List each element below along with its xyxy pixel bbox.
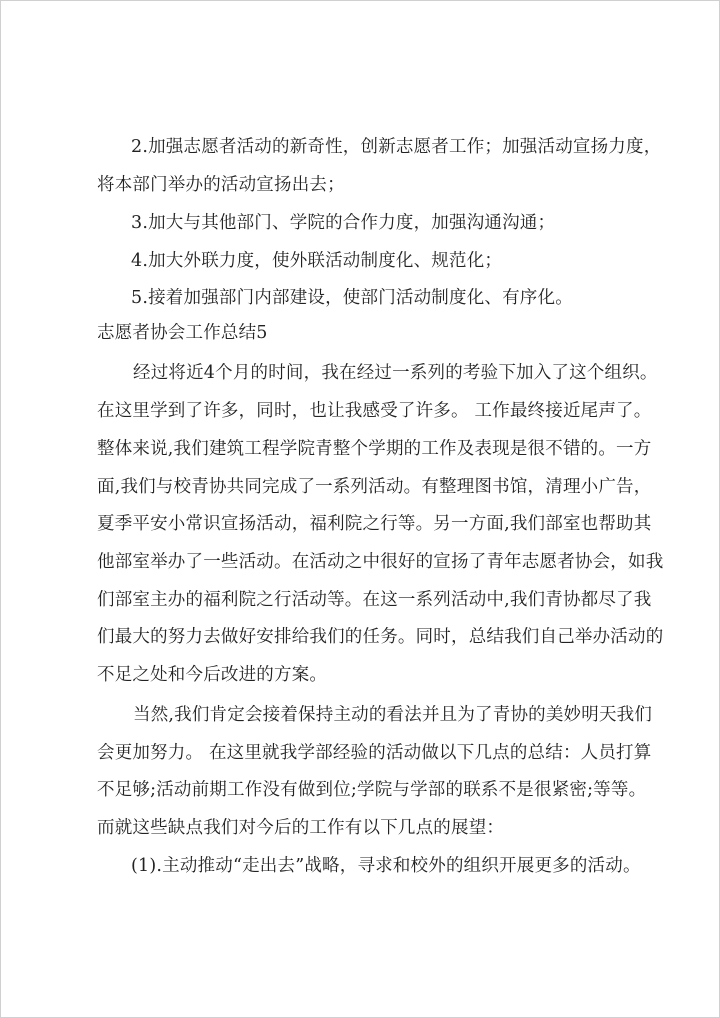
paragraph-1-line-8: 们最大的努力去做好安排给我们的任务。同时，总结我们自己举办活动的	[97, 627, 664, 647]
point-1: (1).主动推动“走出去”战略，寻求和校外的组织开展更多的活动。	[131, 856, 641, 876]
paragraph-1-line-9: 不足之处和今后改进的方案。	[97, 665, 328, 685]
list-item-2-line-2: 将本部门举办的活动宣扬出去；	[97, 175, 345, 195]
section-title: 志愿者协会工作总结5	[97, 323, 268, 343]
paragraph-1-line-1: 经过将近4个月的时间，我在经过一系列的考验下加入了这个组织。	[133, 363, 658, 383]
paragraph-2-line-4: 而就这些缺点我们对今后的工作有以下几点的展望：	[97, 818, 505, 838]
paragraph-2-line-1: 当然,我们肯定会接着保持主动的看法并且为了青协的美妙明天我们	[133, 705, 653, 725]
paragraph-1-line-7: 们部室主办的福利院之行活动等。在这一系列活动中,我们青协都尽了我	[97, 590, 652, 610]
paragraph-1-line-5: 夏季平安小常识宣扬活动，福利院之行等。另一方面,我们部室也帮助其	[97, 514, 652, 534]
paragraph-1-line-4: 面,我们与校青协共同完成了一系列活动。有整理图书馆，清理小广告，	[97, 477, 652, 497]
paragraph-1-line-2: 在这里学到了许多，同时，也让我感受了许多。 工作最终接近尾声了。	[97, 401, 652, 421]
paragraph-2-line-3: 不足够;活动前期工作没有做到位;学院与学部的联系不是很紧密;等等。	[97, 780, 647, 800]
paragraph-2-line-2: 会更加努力。 在这里就我学部经验的活动做以下几点的总结：人员打算	[97, 743, 652, 763]
paragraph-1-line-3: 整体来说,我们建筑工程学院青整个学期的工作及表现是很不错的。一方	[97, 439, 652, 459]
list-item-3: 3.加大与其他部门、学院的合作力度，加强沟通沟通；	[131, 213, 556, 233]
paragraph-1-line-6: 他部室举办了一些活动。在活动之中很好的宣扬了青年志愿者协会，如我	[97, 552, 664, 572]
list-item-2-line-1: 2.加强志愿者活动的新奇性，创新志愿者工作；加强活动宣扬力度，	[131, 137, 662, 157]
list-item-4: 4.加大外联力度，使外联活动制度化、规范化；	[131, 251, 503, 271]
list-item-5: 5.接着加强部门内部建设，使部门活动制度化、有序化。	[131, 288, 573, 308]
